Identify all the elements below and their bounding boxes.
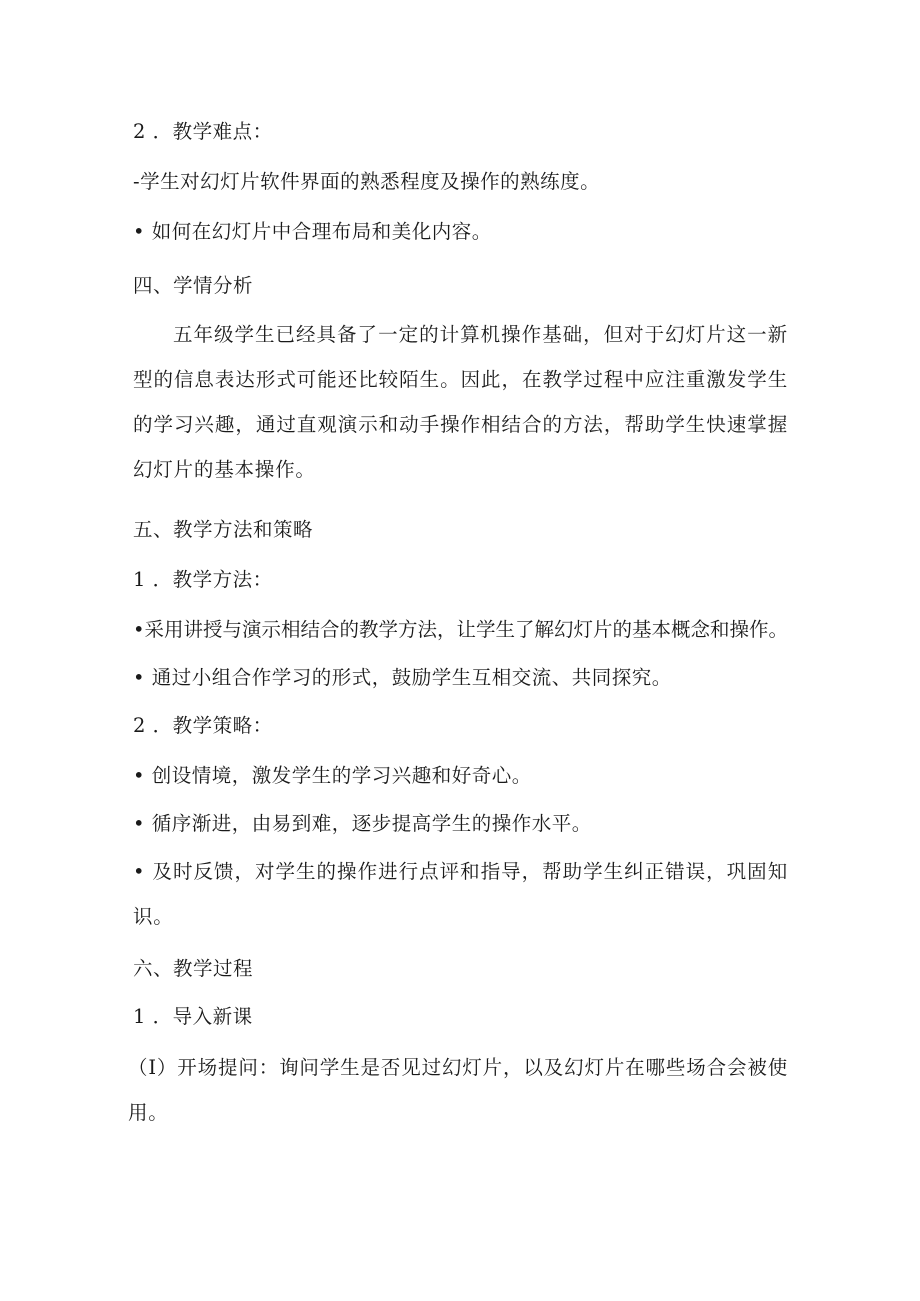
subheading-introduction: 1 ．导入新课 [133, 1005, 253, 1028]
list-item: -学生对幻灯片软件界面的熟悉程度及操作的熟练度。 [133, 170, 601, 193]
subheading-teaching-methods: 1 ．教学方法： [133, 568, 273, 591]
list-item: • 通过小组合作学习的形式，鼓励学生互相交流、共同探究。 [133, 666, 672, 689]
list-item: • 如何在幻灯片中合理布局和美化内容。 [133, 220, 492, 243]
subheading-teaching-difficulties: 2 ．教学难点： [133, 120, 273, 143]
paragraph-opening-question: （I）开场提问：询问学生是否见过幻灯片，以及幻灯片在哪些场合会被使用。 [128, 1056, 788, 1124]
paragraph-student-analysis: 五年级学生已经具备了一定的计算机操作基础，但对于幻灯片这一新型的信息表达形式可能还比较陌生。因此，在教学过程中应注重激发学生的学习兴趣，通过直观演示和动手操作相结合的方法，帮助学生快速掌握幻灯片的基本操作。 [133, 323, 788, 481]
list-item: • 循序渐进，由易到难，逐步提高学生的操作水平。 [133, 812, 592, 835]
section-heading-student-analysis: 四、学情分析 [133, 274, 254, 297]
section-heading-teaching-process: 六、教学过程 [133, 957, 254, 980]
section-heading-methods-strategies: 五、教学方法和策略 [133, 518, 314, 541]
subheading-teaching-strategies: 2 ．教学策略： [133, 714, 273, 737]
list-item: • 及时反馈，对学生的操作进行点评和指导，帮助学生纠正错误，巩固知识。 [133, 860, 788, 928]
list-item: • 创设情境，激发学生的学习兴趣和好奇心。 [133, 764, 532, 787]
list-item: •采用讲授与演示相结合的教学方法，让学生了解幻灯片的基本概念和操作。 [133, 618, 789, 641]
